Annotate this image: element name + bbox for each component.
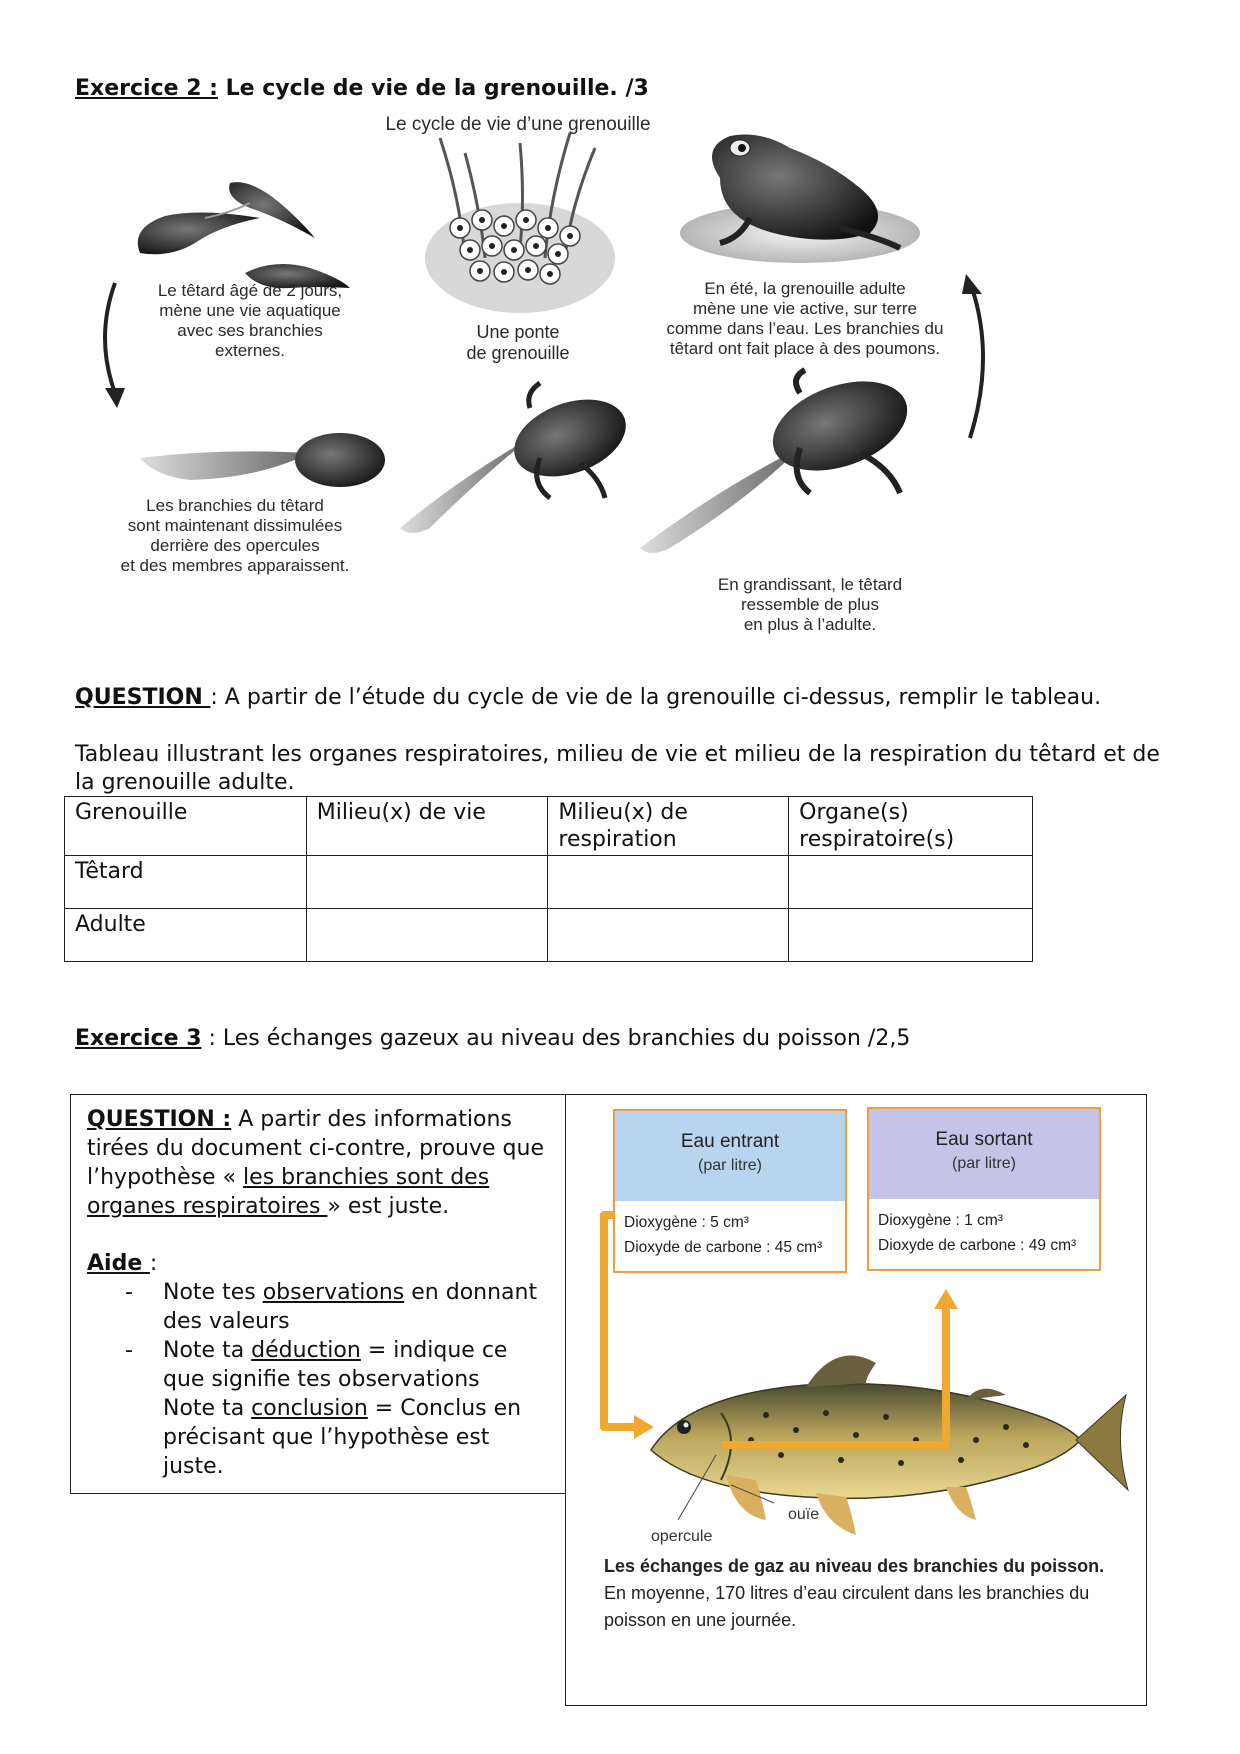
cycle-arrow-right: [962, 274, 983, 438]
list-dash: -: [125, 1338, 133, 1363]
egg-mass-caption: [466, 322, 569, 363]
aide-label: Aide: [87, 1251, 150, 1276]
exercise-3-text: : Les échanges gazeux au niveau des branchies du poisson /2,5: [201, 1026, 911, 1051]
growing-caption: [718, 575, 902, 634]
cell-adulte-milieu-vie[interactable]: [306, 909, 548, 962]
growing-frog-illustration: [640, 364, 919, 553]
young-tadpole-caption: [158, 281, 342, 360]
label-ouie: ouïe: [788, 1506, 820, 1523]
table-row: [65, 856, 1033, 909]
question-2-paragraph: [87, 1105, 552, 1221]
exercise-2-label: Exercice 2 :: [75, 76, 218, 101]
header-milieu-vie: Milieu(x) de vie: [306, 797, 548, 856]
older-tadpole-illustration: [140, 433, 385, 487]
label-opercule: opercule: [651, 1528, 713, 1545]
cell-adulte-organes[interactable]: [789, 909, 1033, 962]
exercise-2-title: [75, 76, 649, 101]
fish-caption-rest: En moyenne, 170 litres d’eau circulent dans les branchies du poisson en une journée.: [604, 1583, 1090, 1630]
cell-tetard-milieu-respiration[interactable]: [548, 856, 789, 909]
table-row: [65, 909, 1033, 962]
svg-text:mène une vie active, sur terre: mène une vie active, sur terre: [693, 299, 917, 318]
svg-text:externes.: externes.: [215, 341, 285, 360]
svg-text:et des membres apparaissent.: et des membres apparaissent.: [120, 556, 350, 575]
table-intro: Tableau illustrant les organes respiratoires, milieu de vie et milieu de la respiration du têtard et de la grenouille adulte.: [75, 742, 1160, 795]
header-grenouille: Grenouille: [65, 797, 307, 856]
outgoing-water-subtitle: (par litre): [951, 1155, 1017, 1172]
row-label-tetard: Têtard: [65, 856, 307, 909]
list-item: - Note tes observations en donnant des valeurs: [125, 1280, 538, 1334]
egg-mass-illustration: [425, 133, 615, 313]
aide-list: [87, 1278, 552, 1481]
incoming-water-title: Eau entrant: [680, 1131, 780, 1152]
header-organes: Organe(s) respiratoire(s): [789, 797, 1033, 856]
older-tadpole-caption: [121, 496, 350, 575]
svg-text:ressemble de plus: ressemble de plus: [741, 595, 879, 614]
svg-text:derrière des opercules: derrière des opercules: [150, 536, 320, 555]
list-item: - Note ta déduction = indique ce que signifie tes observations: [125, 1338, 508, 1392]
exercise-3-title: [75, 1026, 910, 1051]
svg-text:en plus à l’adulte.: en plus à l’adulte.: [743, 615, 877, 634]
keyword-conclusion: conclusion: [251, 1396, 368, 1421]
row-label-adulte: Adulte: [65, 909, 307, 962]
adult-frog-illustration: [680, 135, 920, 264]
fish-gas-exchange-document: [565, 1094, 1147, 1706]
outgoing-o2: Dioxygène : 1 cm³: [878, 1212, 1003, 1229]
cycle-arrow-left: [105, 283, 125, 408]
outgoing-water-header: [869, 1109, 1099, 1199]
list-item: Note ta conclusion = Conclus en précisant que l’hypothèse est juste.: [163, 1396, 522, 1479]
svg-text:Le têtard âgé de 2 jours,: Le têtard âgé de 2 jours,: [157, 281, 343, 300]
outgoing-co2: Dioxyde de carbone : 49 cm³: [878, 1237, 1077, 1254]
keyword-observations: observations: [262, 1280, 405, 1305]
question-1-text: : A partir de l’étude du cycle de vie de la grenouille ci-dessus, remplir le tableau.: [210, 685, 1102, 710]
svg-text:avec ses branchies: avec ses branchies: [177, 321, 323, 340]
svg-text:sont maintenant dissimulées: sont maintenant dissimulées: [127, 516, 343, 535]
exercise-2-text: Le cycle de vie de la grenouille. /3: [217, 76, 649, 101]
question-2-text-before: A partir des informations tirées du document ci-contre, prouve que l’hypothèse «: [87, 1107, 544, 1190]
young-tadpoles-illustration: [138, 182, 350, 288]
svg-text:mène une vie aquatique: mène une vie aquatique: [159, 301, 341, 320]
frog-life-cycle-figure: [100, 108, 1020, 658]
svg-text:Les branchies du têtard: Les branchies du têtard: [146, 496, 324, 515]
question-1: [75, 685, 1101, 710]
svg-text:En été, la grenouille adulte: En été, la grenouille adulte: [704, 279, 906, 298]
exercise-3-label: Exercice 3: [75, 1026, 202, 1051]
question-1-label: QUESTION: [75, 685, 211, 710]
aide-heading: Aide :: [87, 1251, 158, 1276]
question-2-label: QUESTION :: [87, 1107, 232, 1132]
question-2-box: [70, 1094, 566, 1494]
fish-caption-bold: Les échanges de gaz au niveau des branchies du poisson.: [604, 1556, 1105, 1576]
svg-text:têtard ont fait place à des po: têtard ont fait place à des poumons.: [669, 339, 941, 358]
list-dash: -: [125, 1280, 133, 1305]
keyword-deduction: déduction: [251, 1338, 361, 1363]
incoming-water-header: [615, 1111, 845, 1201]
question-2-text-after: » est juste.: [327, 1194, 450, 1219]
svg-text:comme dans l’eau. Les branchie: comme dans l’eau. Les branchies du: [666, 319, 944, 338]
svg-text:Une ponte: Une ponte: [476, 322, 560, 342]
outgoing-water-title: Eau sortant: [935, 1129, 1033, 1150]
table-header-row: [65, 797, 1033, 856]
svg-text:de grenouille: de grenouille: [466, 343, 570, 363]
fish-caption: [596, 1553, 1131, 1634]
hypothesis-text: les branchies sont des organes respiratoires: [87, 1165, 490, 1219]
legged-tadpole-illustration: [400, 383, 636, 533]
incoming-water-subtitle: (par litre): [697, 1157, 763, 1174]
respiration-table: [64, 796, 1033, 962]
adult-frog-caption: [667, 279, 944, 358]
cell-tetard-milieu-vie[interactable]: [306, 856, 548, 909]
cell-tetard-organes[interactable]: [789, 856, 1033, 909]
fish-diagram: [566, 1095, 1146, 1705]
fish-caption-wrapper: [596, 1553, 1131, 1673]
svg-text:En grandissant, le têtard: En grandissant, le têtard: [717, 575, 903, 594]
cell-adulte-milieu-respiration[interactable]: [548, 909, 789, 962]
figure-title: Le cycle de vie d’une grenouille: [385, 114, 651, 135]
incoming-o2: Dioxygène : 5 cm³: [624, 1214, 749, 1231]
incoming-co2: Dioxyde de carbone : 45 cm³: [624, 1239, 823, 1256]
header-milieu-respiration: Milieu(x) de respiration: [548, 797, 789, 856]
